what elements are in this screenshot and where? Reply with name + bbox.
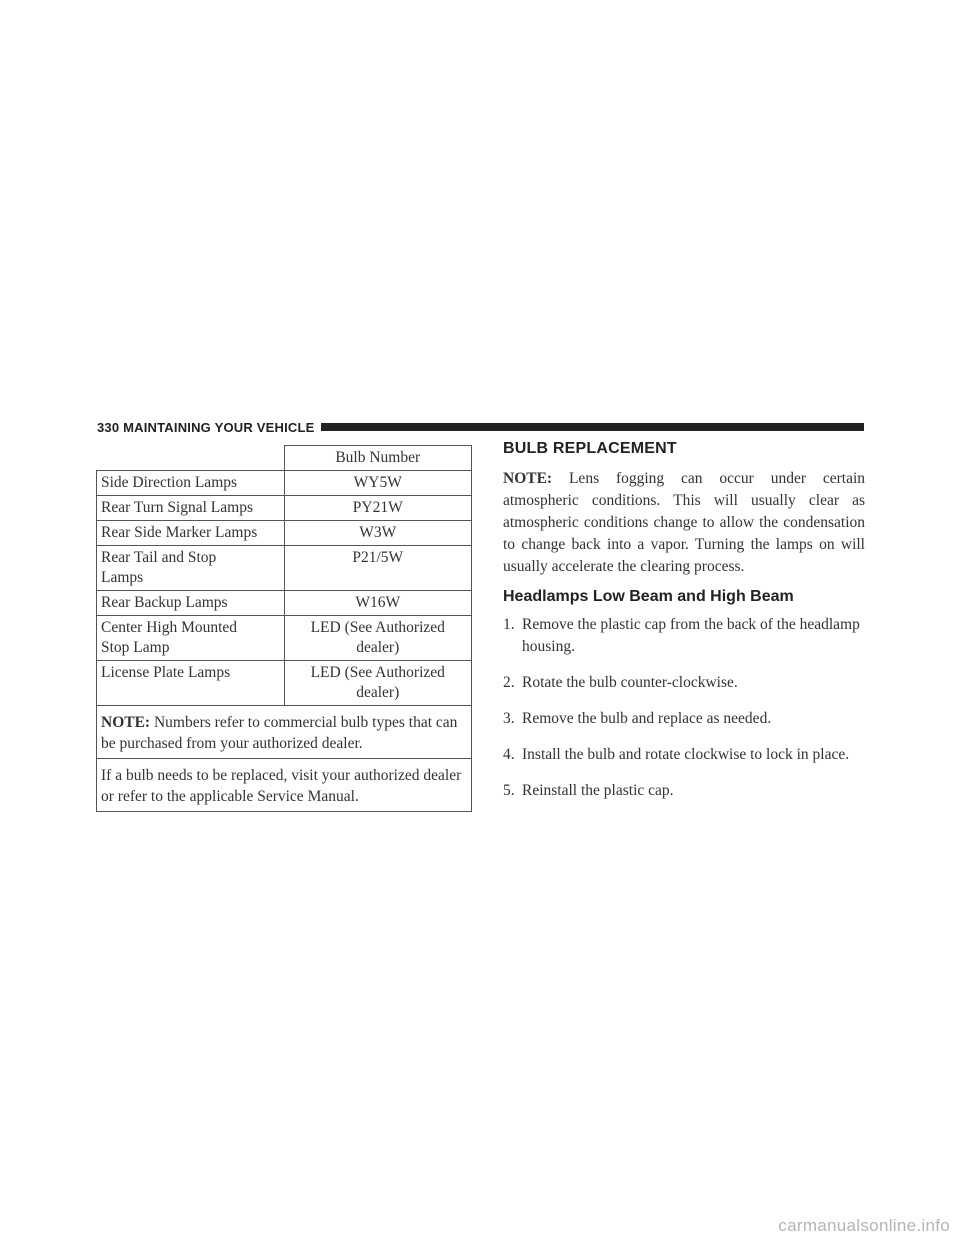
bulb-number: LED (See Authorized dealer) [284, 616, 472, 661]
lamp-name: Rear Side Marker Lamps [97, 521, 285, 546]
subsection-title: Headlamps Low Beam and High Beam [503, 588, 794, 605]
list-item [503, 672, 865, 694]
bulb-number: W16W [284, 591, 472, 616]
note-label: NOTE: [503, 470, 553, 487]
note-text: Numbers refer to commercial bulb types that can be purchased from your authorized dealer. [101, 714, 458, 752]
bulb-number: LED (See Authorized dealer) [284, 661, 472, 706]
table-row [97, 591, 472, 616]
step-number: 1. [503, 616, 515, 633]
table-row [97, 546, 472, 591]
bulb-number: PY21W [284, 496, 472, 521]
step-text: Remove the bulb and replace as needed. [522, 710, 772, 727]
table-header-blank [97, 446, 285, 471]
page-header [97, 418, 864, 436]
column-header-bulb-number: Bulb Number [284, 446, 472, 471]
table-row [97, 496, 472, 521]
table-row [97, 616, 472, 661]
step-text: Remove the plastic cap from the back of the headlamp housing. [522, 616, 860, 655]
header-rule [321, 423, 865, 431]
table-row [97, 471, 472, 496]
note-label: NOTE: [101, 714, 151, 731]
lamp-name: Rear Turn Signal Lamps [97, 496, 285, 521]
table-note [97, 706, 472, 759]
lamp-name: License Plate Lamps [97, 661, 285, 706]
lamp-name: Side Direction Lamps [97, 471, 285, 496]
bulb-replacement-section [503, 440, 865, 816]
table-footer-row [97, 759, 472, 812]
step-number: 5. [503, 782, 515, 799]
list-item [503, 744, 865, 766]
bulb-number: W3W [284, 521, 472, 546]
step-number: 3. [503, 710, 515, 727]
bulb-table [96, 445, 472, 812]
list-item [503, 780, 865, 802]
step-number: 2. [503, 674, 515, 691]
step-text: Reinstall the plastic cap. [522, 782, 674, 799]
page-header-text: 330 MAINTAINING YOUR VEHICLE [97, 419, 315, 435]
step-text: Rotate the bulb counter-clockwise. [522, 674, 738, 691]
section-title: BULB REPLACEMENT [503, 440, 677, 457]
steps-list [503, 614, 865, 802]
lamp-name: Rear Backup Lamps [97, 591, 285, 616]
step-number: 4. [503, 746, 515, 763]
watermark: carmanualsonline.info [778, 1216, 950, 1235]
table-row [97, 521, 472, 546]
table-row [97, 661, 472, 706]
table-footer-text: If a bulb needs to be replaced, visit your authorized dealer or refer to the applicable Service Manual. [97, 759, 472, 812]
table-header-row [97, 446, 472, 471]
list-item [503, 708, 865, 730]
step-text: Install the bulb and rotate clockwise to lock in place. [522, 746, 850, 763]
bulb-number: P21/5W [284, 546, 472, 591]
table-note-row [97, 706, 472, 759]
list-item [503, 614, 865, 658]
lamp-name: Rear Tail and Stop Lamps [97, 546, 285, 591]
note-paragraph [503, 468, 865, 578]
lamp-name: Center High Mounted Stop Lamp [97, 616, 285, 661]
note-text: Lens fogging can occur under certain atmospheric conditions. This will usually clear as atmospheric conditions change to allow the condensation to change back into a vapor. Turning the lamps on will usually accelerate the clearing process. [503, 470, 866, 575]
bulb-number: WY5W [284, 471, 472, 496]
